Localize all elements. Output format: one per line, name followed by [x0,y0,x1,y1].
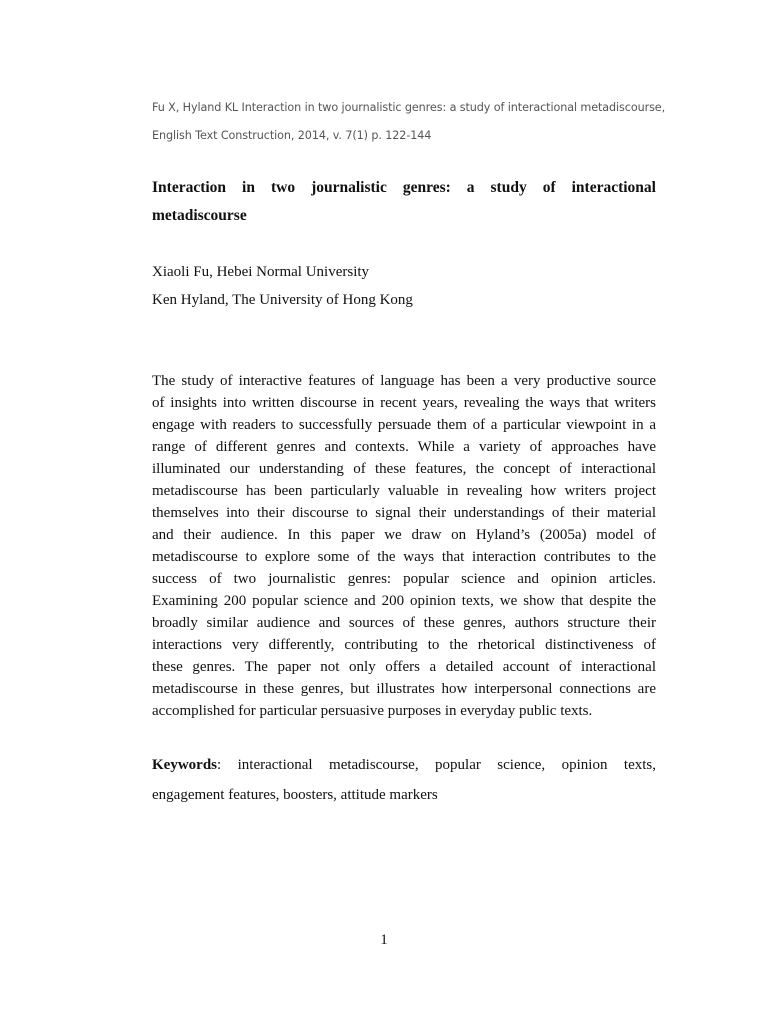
keywords-text: : interactional metadiscourse, popular science, opinion texts, [217,757,656,773]
abstract-line: accomplished for particular persuasive purposes in everyday public texts. [152,703,593,719]
abstract-line: range of different genres and contexts. While a variety of approaches have [152,439,656,455]
abstract-line: Examining 200 popular science and 200 opinion texts, we show that despite the [152,593,656,609]
page-number: 1 [380,932,388,948]
abstract-line: success of two journalistic genres: popular science and opinion articles. [152,571,656,587]
citation-line: English Text Construction, 2014, v. 7(1) p. 122-144 [152,129,432,142]
abstract-line: these genres. The paper not only offers a detailed account of interactional [152,659,656,675]
keywords-label: Keywords [152,757,217,773]
abstract-line: metadiscourse has been particularly valuable in revealing how writers project [152,483,656,499]
paper-title [152,174,656,230]
abstract-line: engage with readers to successfully persuade them of a particular viewpoint in a [152,417,656,433]
abstract-line: broadly similar audience and sources of these genres, authors structure their [152,615,656,631]
abstract-line: metadiscourse in these genres, but illustrates how interpersonal connections are [152,681,656,697]
citation-line: Fu X, Hyland KL Interaction in two journalistic genres: a study of interactional metadiscourse, [152,101,666,114]
abstract-line: metadiscourse to explore some of the ways that interaction contributes to the [152,549,656,565]
abstract-line: illuminated our understanding of these features, the concept of interactional [152,461,656,477]
citation-header [152,94,666,150]
abstract [152,370,656,722]
keywords-section [152,750,656,810]
abstract-line: themselves into their discourse to signal their understandings of their material [152,505,656,521]
keywords-line: engagement features, boosters, attitude markers [152,787,438,803]
abstract-line: interactions very differently, contributing to the rhetorical distinctiveness of [152,637,656,653]
author-list [152,258,656,314]
author-affiliation: Xiaoli Fu, Hebei Normal University [152,264,370,280]
title-line: Interaction in two journalistic genres: a study of interactional [152,179,656,196]
keywords-line [152,750,656,780]
abstract-line: The study of interactive features of language has been a very productive source [152,373,656,389]
title-line: metadiscourse [152,207,247,224]
abstract-line: and their audience. In this paper we draw on Hyland’s (2005a) model of [152,527,656,543]
abstract-line: of insights into written discourse in recent years, revealing the ways that writers [152,395,656,411]
author-affiliation: Ken Hyland, The University of Hong Kong [152,292,413,308]
